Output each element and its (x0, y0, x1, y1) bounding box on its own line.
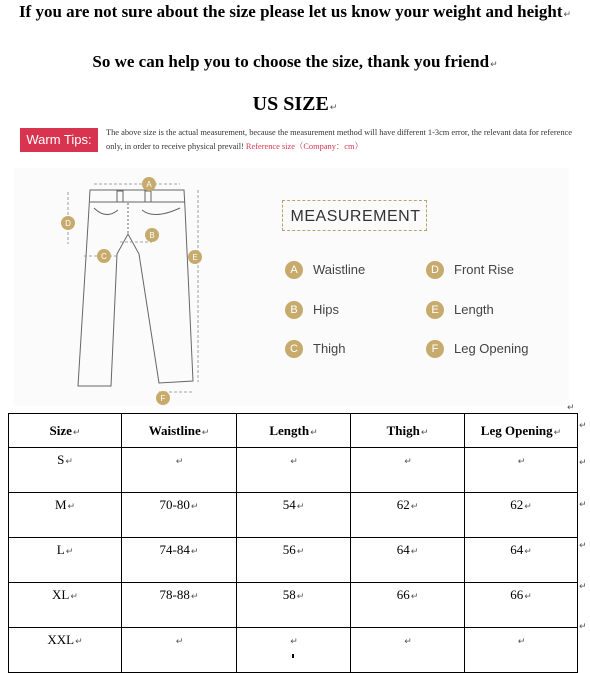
legend-badge: F (426, 340, 444, 358)
paragraph-mark: ↵ (517, 457, 526, 467)
paragraph-mark: ↵ (175, 457, 184, 467)
measure-markers (61, 177, 202, 405)
cell-text: 66 (396, 587, 410, 602)
marker-c-label: C (101, 252, 107, 261)
table-cell (9, 493, 122, 538)
cell-text: 56 (282, 542, 296, 557)
marker-b-label: B (149, 231, 155, 240)
marker-d-label: D (65, 219, 71, 228)
table-cell (9, 538, 122, 583)
table-cell (351, 493, 465, 538)
cell-text: XXL (47, 632, 75, 647)
paragraph-mark: ↵ (579, 500, 587, 510)
table-row (9, 538, 578, 583)
cell-text: 58 (282, 587, 296, 602)
table-cell (237, 448, 351, 493)
cell-text: L (56, 542, 65, 557)
paragraph-mark: ↵ (190, 592, 199, 602)
legend-label: Length (454, 302, 494, 317)
cell-text: 54 (282, 497, 296, 512)
paragraph-mark: ↵ (524, 502, 532, 512)
legend-label: Waistline (313, 262, 366, 277)
paragraph-mark: ↵ (567, 403, 575, 413)
paragraph-mark: ↵ (579, 458, 587, 468)
cell-text: 66 (510, 587, 524, 602)
legend-label: Leg Opening (454, 341, 529, 356)
paragraph-mark: ↵ (579, 622, 587, 632)
table-cell (122, 628, 237, 673)
paragraph-mark: ↵ (175, 637, 184, 647)
table-cell (351, 628, 465, 673)
legend-badge: A (285, 261, 303, 279)
paragraph-mark: ↵ (296, 592, 305, 602)
table-cell (122, 493, 237, 538)
table-cell (122, 538, 237, 583)
size-table (8, 413, 578, 673)
cell-text: S (57, 452, 65, 467)
pants-outline (78, 190, 193, 386)
header-cell-text: Leg Opening (480, 422, 553, 438)
belt-loop (117, 191, 123, 202)
paragraph-mark: ↵ (420, 427, 429, 438)
paragraph-mark: ↵ (524, 547, 532, 557)
table-row (9, 493, 578, 538)
header-cell-text: Waistline (148, 422, 201, 438)
header-cell-text: Size (49, 422, 72, 438)
cell-text: 70-80 (159, 497, 190, 512)
table-cell (351, 583, 465, 628)
front-pocket-right (142, 208, 180, 215)
table-cell (465, 448, 578, 493)
table-row (9, 628, 578, 673)
table-row (9, 583, 578, 628)
table-cell (465, 583, 578, 628)
size-help-note-text: If you are not sure about the size please let us know your weight and height (18, 2, 563, 21)
table-row (9, 448, 578, 493)
header-waistline (122, 414, 237, 448)
header-thigh (351, 414, 465, 448)
paragraph-mark: ↵ (579, 541, 587, 551)
paragraph-mark: ↵ (410, 592, 419, 602)
paragraph-mark: ↵ (72, 427, 81, 438)
legend-label: Front Rise (454, 262, 514, 277)
front-pocket-left (94, 208, 118, 215)
cell-text: M (54, 497, 67, 512)
paragraph-mark: ↵ (65, 457, 73, 467)
table-cell (122, 448, 237, 493)
belt-loop (145, 191, 151, 202)
paragraph-mark: ↵ (563, 10, 572, 20)
cell-text: 64 (396, 542, 410, 557)
marker-e-label: E (192, 253, 198, 262)
table-cell (122, 583, 237, 628)
measurement-heading: MEASUREMENT (290, 208, 421, 225)
paragraph-mark: ↵ (190, 547, 199, 557)
legend-badge: C (285, 340, 303, 358)
table-header-row (9, 414, 578, 448)
paragraph-mark: ↵ (524, 592, 532, 602)
legend-badge: D (426, 261, 444, 279)
paragraph-mark: ↵ (190, 502, 199, 512)
measurement-heading-box (282, 200, 427, 231)
cell-text: 64 (510, 542, 524, 557)
paragraph-mark: ↵ (67, 502, 76, 512)
marker-a-label: A (146, 180, 152, 189)
table-cell (9, 583, 122, 628)
table-cell (465, 628, 578, 673)
paragraph-mark: ↵ (329, 103, 338, 113)
table-cell (237, 538, 351, 583)
paragraph-mark: ↵ (290, 637, 298, 647)
size-help-thanks (0, 50, 590, 77)
table-cell (9, 448, 122, 493)
legend-label: Hips (313, 302, 340, 317)
paragraph-mark: ↵ (75, 637, 83, 647)
table-cell (465, 493, 578, 538)
paragraph-mark: ↵ (490, 60, 498, 70)
paragraph-mark: ↵ (65, 547, 74, 557)
header-leg-opening (465, 414, 578, 448)
cell-text: 78-88 (159, 587, 190, 602)
table-cell (351, 538, 465, 583)
cell-text: 62 (510, 497, 524, 512)
page-title (0, 90, 590, 122)
paragraph-mark: ↵ (310, 427, 318, 438)
cell-text: 62 (396, 497, 410, 512)
warm-tips-body: The above size is the actual measurement, because the measurement method will have different 1-3cm error, the relevant data for reference only, in order to receive physical prevail! (106, 128, 572, 151)
paragraph-mark: ↵ (404, 637, 412, 647)
paragraph-mark: ↵ (296, 547, 305, 557)
paragraph-mark: ↵ (290, 457, 298, 467)
warm-tips-badge: Warm Tips: (20, 128, 98, 152)
paragraph-mark: ↵ (579, 582, 587, 592)
header-cell-text: Length (269, 422, 310, 438)
cursor-mark (292, 654, 294, 658)
table-cell (237, 583, 351, 628)
paragraph-mark: ↵ (201, 427, 210, 438)
paragraph-mark: ↵ (404, 457, 412, 467)
cell-text: XL (52, 587, 70, 602)
size-help-note (0, 0, 590, 27)
legend-badge: E (426, 301, 444, 319)
table-cell (237, 493, 351, 538)
paragraph-mark: ↵ (579, 421, 587, 431)
legend-label: Thigh (313, 341, 346, 356)
paragraph-mark: ↵ (410, 502, 419, 512)
warm-tips-text (106, 126, 576, 154)
legend-badge: B (285, 301, 303, 319)
cell-text: 74-84 (159, 542, 190, 557)
header-cell-text: Thigh (386, 422, 420, 438)
paragraph-mark: ↵ (553, 427, 562, 438)
paragraph-mark: ↵ (296, 502, 305, 512)
paragraph-mark: ↵ (410, 547, 419, 557)
table-cell (9, 628, 122, 673)
header-size (9, 414, 122, 448)
header-length (237, 414, 351, 448)
paragraph-mark: ↵ (517, 637, 526, 647)
warm-tips-reference: Reference size（Company：cm） (245, 142, 363, 151)
table-cell (237, 628, 351, 673)
size-help-thanks-text: So we can help you to choose the size, thank you friend (92, 52, 490, 71)
paragraph-mark: ↵ (70, 592, 78, 602)
marker-f-label: F (160, 394, 166, 403)
table-cell (351, 448, 465, 493)
page-title-text: US SIZE (252, 93, 329, 115)
table-cell (465, 538, 578, 583)
